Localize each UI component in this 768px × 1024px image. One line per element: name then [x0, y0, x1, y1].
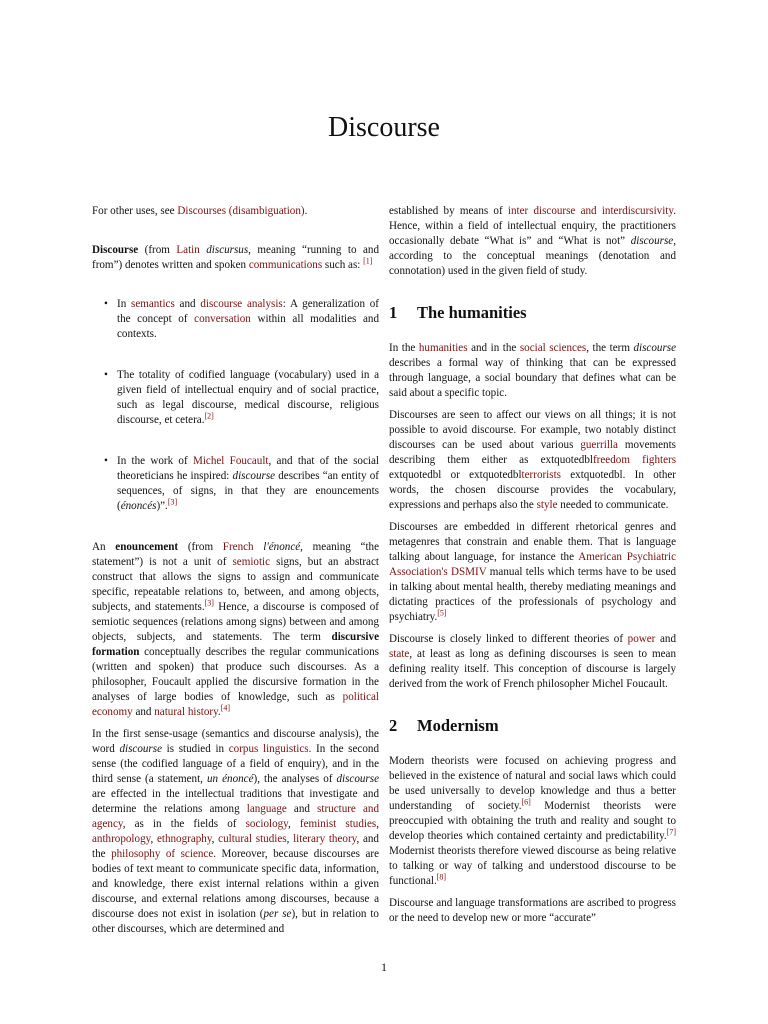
term-discourse: Discourse [92, 244, 139, 256]
disambiguation-link[interactable]: Discourses (disambiguation) [177, 205, 305, 217]
bullet-icon: • [104, 455, 108, 467]
ref-6[interactable]: [6] [521, 797, 531, 807]
ref-3b[interactable]: [3] [204, 598, 214, 608]
humanities-paragraph-2: Discourses are seen to affect our views on all things; it is not possible to avoid discourse. For example, two notably distinct discourses can be used about various guerrilla movements describing them either as extquotedblfreedom fighters extquotedbl or extquotedblterrorists extquotedbl. In other words, the chosen discourse provides the vocabulary, expressions and perhaps also the style needed to communicate. [389, 409, 677, 511]
structure-agency-link[interactable]: structure and agency [92, 803, 379, 830]
enouncement-paragraph: An enouncement (from French l'énoncé, meaning “the statement”) is not a unit of semiotic signs, but an abstract construct that allows the signs to assign and communicate specific, repeatable relations to, between, and among objects, subjects, and statements.[3] Hence, a discourse is composed of semiotic sequences (relations among signs) between and among objects, subjects, and statements. The term discursive formation conceptually describes the regular communications (written and spoken) that produce such discourses. As a philosopher, Foucault applied the discursive formation in the analyses of large bodies of knowledge, such as political economy and natural history.[4] [92, 541, 380, 718]
ref-1[interactable]: [1] [363, 256, 373, 266]
terrorists-link[interactable]: terrorists [521, 469, 561, 481]
state-link[interactable]: state [389, 648, 410, 660]
definitions-list [92, 297, 379, 514]
page-number: 1 [381, 960, 387, 974]
french-link[interactable]: French [222, 541, 254, 553]
anthropology-link[interactable]: anthropology [92, 833, 151, 845]
literary-theory-link[interactable]: literary theory [293, 833, 357, 845]
humanities-paragraph-4: Discourse is closely linked to different theories of power and state, at least as long as defining discourses is seen to mean defining reality itself. This conception of discourse is largely derived from the work of French philosopher Michel Foucault. [389, 633, 676, 690]
ref-7[interactable]: [7] [666, 827, 676, 837]
philosophy-of-science-link[interactable]: philosophy of science [111, 848, 214, 860]
feminist-studies-link[interactable]: feminist studies [299, 818, 377, 830]
modernism-paragraph-1: Modern theorists were focused on achieving progress and believed in the existence of natural and social laws which could be used universally to develop knowledge and thus a better understanding of society.[6] Modernist theorists were preoccupied with obtaining the truth and reality and sought to develop theories which contained certainty and predictability.[7] Modernist theorists therefore viewed discourse as being relative to talking or way of talking and understood discourse to be functional.[8] [389, 755, 676, 887]
hatnote: For other uses, see Discourses (disambiguation). [92, 205, 308, 217]
left-column [92, 204, 379, 944]
power-link[interactable]: power [627, 633, 656, 645]
bullet-icon: • [104, 369, 108, 381]
social-sciences-link[interactable]: social sciences [519, 342, 587, 354]
freedom-fighters-link[interactable]: freedom fighters [592, 454, 677, 466]
bullet-icon: • [104, 298, 108, 310]
corpus-linguistics-link[interactable]: corpus linguistics [228, 743, 309, 755]
list-item: • In the work of Michel Foucault, and that of the social theoreticians he inspired: discourse describes “an entity of sequences, of signs, in that they are enouncements (énoncés)”.[3] [104, 455, 379, 512]
semantics-link[interactable]: semantics [131, 298, 175, 310]
page-title: Discourse [328, 112, 440, 143]
ref-2[interactable]: [2] [204, 411, 214, 421]
semiotic-link[interactable]: semiotic [232, 556, 271, 568]
communications-link[interactable]: communications [248, 259, 323, 271]
intro-paragraph: Discourse (from Latin discursus, meaning “running to and from”) denotes written and spoken communications such as: [1] [92, 244, 379, 271]
natural-history-link[interactable]: natural history [154, 706, 218, 718]
ref-8[interactable]: [8] [436, 872, 447, 882]
humanities-link[interactable]: humanities [418, 342, 468, 354]
ref-3[interactable]: [3] [167, 497, 178, 507]
style-link[interactable]: style [536, 499, 558, 511]
ref-5[interactable]: [5] [437, 608, 447, 618]
foucault-link[interactable]: Michel Foucault [192, 455, 269, 467]
humanities-paragraph-1: In the humanities and in the social sciences, the term discourse describes a formal way of thinking that can be expressed through language, a social boundary that defines what can be said about a specific topic. [389, 342, 677, 399]
humanities-paragraph-3: Discourses are embedded in different rhetorical genres and metagenres that constrain and enable them. That is language talking about language, for instance the American Psychiatric Association's DSMIV manual tells which terms have to be used in talking about mental health, thereby mediating meanings and dictating practices of the professionals of psychology and psychiatry.[5] [389, 521, 676, 623]
sense-usage-paragraph: In the first sense-usage (semantics and discourse analysis), the word discourse is studied in corpus linguistics. In the second sense (the codified language of a field of enquiry), and in the third sense (a statement, un énoncé), the analyses of discourse are effected in the intellectual traditions that investigate and determine the relations among language and structure and agency, as in the fields of sociology, feminist studies, anthropology, ethnography, cultural studies, literary theory, and the philosophy of science. Moreover, because discourses are bodies of text meant to communicate specific data, information, and knowledge, there exist internal relations within a given discourse, and external relations among discourses, because a discourse does not exist in isolation (per se), but in relation to other discourses, which are determined and [92, 728, 379, 935]
latin-link[interactable]: Latin [176, 244, 200, 256]
language-link[interactable]: language [246, 803, 287, 815]
modernism-paragraph-2: Discourse and language transformations are ascribed to progress or the need to develop new or more “accurate” [389, 897, 676, 924]
continuation-paragraph: established by means of inter discourse and interdiscursivity. Hence, within a field of intellectual enquiry, the practitioners occasionally debate “What is” and “What is not” discourse, according to the conceptual meanings (denotation and connotation) used in the given field of study. [389, 205, 676, 277]
discourse-analysis-link[interactable]: discourse analysis [200, 298, 283, 310]
right-column [389, 204, 676, 933]
political-economy-link[interactable]: political economy [92, 691, 379, 718]
section-heading-humanities: 1 The humanities [389, 303, 527, 322]
ethnography-link[interactable]: ethnography [156, 833, 212, 845]
sociology-link[interactable]: sociology [245, 818, 288, 830]
list-item: • The totality of codified language (vocabulary) used in a given field of intellectual enquiry and of social practice, such as legal discourse, medical discourse, religious discourse, et cetera.[2] [104, 369, 379, 426]
conversation-link[interactable]: conversation [194, 313, 251, 325]
cultural-studies-link[interactable]: cultural studies [218, 833, 287, 845]
list-item: • In semantics and discourse analysis: A generalization of the concept of conversation within all modalities and contexts. [104, 298, 379, 340]
interdiscursivity-link[interactable]: inter discourse and interdiscursivity [507, 205, 674, 217]
guerrilla-link[interactable]: guerrilla [580, 439, 618, 451]
section-heading-modernism: 2 Modernism [389, 716, 499, 735]
ref-4[interactable]: [4] [220, 703, 231, 713]
apa-dsm-link[interactable]: American Psychiatric Association's DSMIV [389, 551, 676, 578]
